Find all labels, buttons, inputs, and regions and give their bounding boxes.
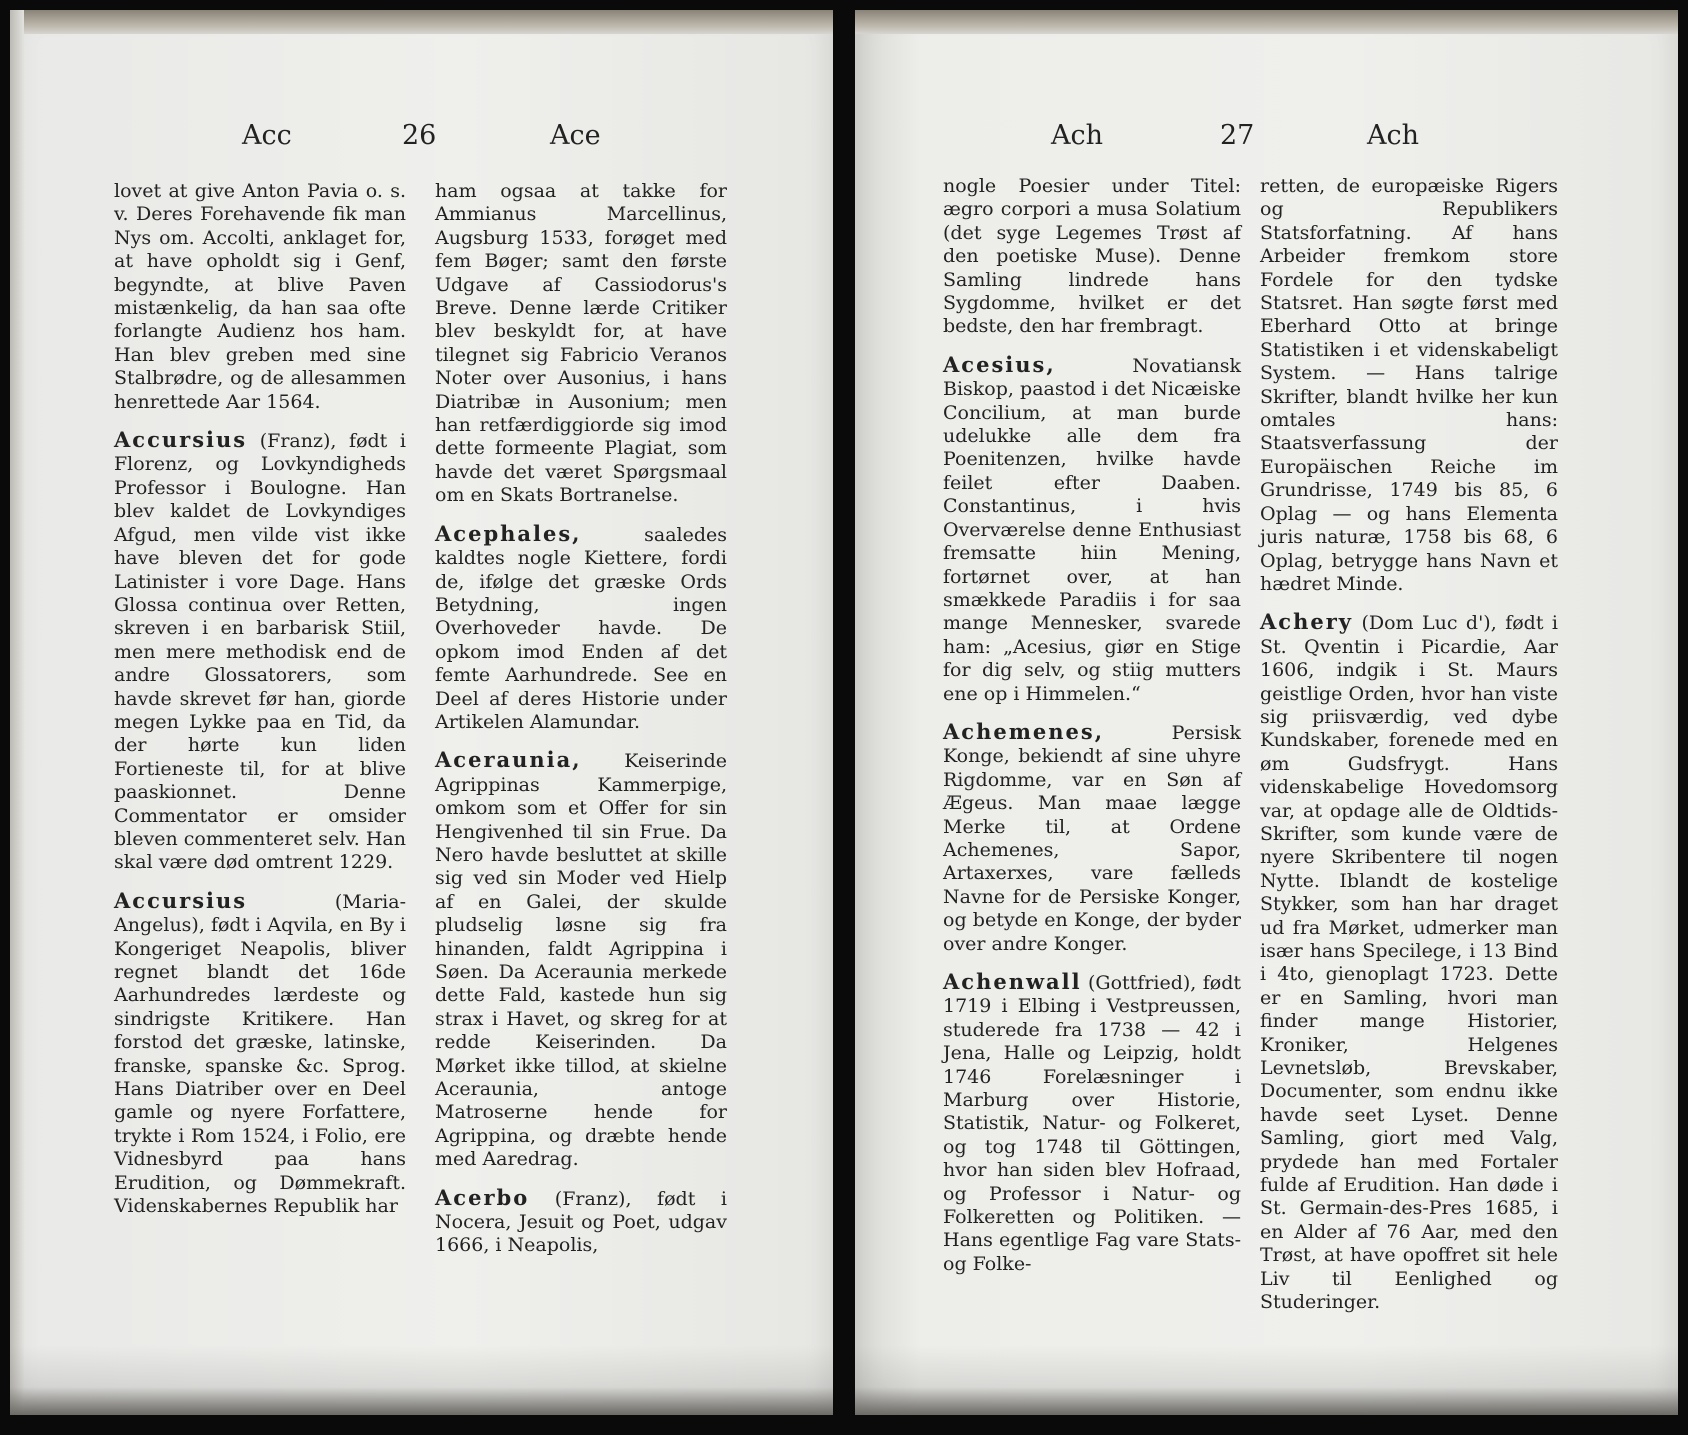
- page-bottom-edge: [10, 1345, 833, 1415]
- entry-paragraph: [435, 522, 727, 735]
- right-page: [855, 10, 1678, 1415]
- running-header-right: [855, 120, 1678, 160]
- entry-lemma: Acephales,: [435, 520, 582, 546]
- entry-paragraph: [943, 970, 1241, 1276]
- entry-lemma: Achemenes,: [943, 718, 1105, 744]
- entry-paragraph: [1260, 175, 1558, 596]
- entry-text: (Franz), født i Nocera, Jesuit og Poet, udgav 1666, i Neapolis,: [435, 1187, 727, 1257]
- entry-lemma: Achenwall: [943, 969, 1082, 994]
- header-guide-word-left: Ach: [1051, 120, 1104, 151]
- entry-text: Keiserinde Agrippinas Kammerpige, omkom som et Offer for sin Hengivenhed til sin Frue. Da Nero havde besluttet at skille sig ved sin Moder ved Hielp af en Galei, der skulde pludselig løsne sig fra hinanden, faldt Agrippina i Søen. Da Aceraunia merkede dette Fald, kastede hun sig strax i Havet, og skreg for at redde Keiserinden. Da Mørket ikke tillod, at skielne Aceraunia, antoge Matroserne hende for Agrippina, og dræbte hende med Aaredrag.: [435, 750, 727, 1171]
- entry-lemma: Achery: [1260, 609, 1353, 635]
- entry-paragraph: [114, 889, 406, 1219]
- entry-text: (Franz), født i Florenz, og Lovkyndigheds Professor i Boulogne. Han blev kaldet de Lovkyndiges Afgud, men vilde vist ikke have bleven det for gode Latinister i vore Dage. Hans Glossa continua over Retten, skreven i en barbarisk Stiil, men mere methodisk end de andre Glossatorers, som havde skrevet før han, giorde megen Lykke paa en Tid, da der hørte kun liden Fortieneste til, for at blive paaskionnet. Denne Commentator er omsider bleven commenteret selv. Han skal være død omtrent 1229.: [114, 430, 406, 874]
- header-guide-word-right: Ace: [550, 120, 601, 151]
- page-number: 27: [1220, 120, 1255, 151]
- right-page-column-2: [1260, 175, 1558, 1315]
- header-guide-word-left: Acc: [242, 120, 292, 151]
- right-page-column-1: [943, 175, 1241, 1276]
- entry-paragraph: [435, 1186, 727, 1258]
- entry-paragraph: [114, 180, 406, 414]
- entry-lemma: Acesius,: [943, 351, 1056, 377]
- left-page-column-2: [435, 180, 727, 1258]
- header-guide-word-right: Ach: [1367, 120, 1420, 151]
- entry-text: ham ogsaa at takke for Ammianus Marcellinus, Augsburg 1533, forøget med fem Bøger; samt den første Udgave af Cassiodorus's Breve. Denne lærde Critiker blev beskyldt for, at have tilegnet sig Fabricio Veranos Noter over Ausonius, i hans Diatribæ in Ausonium; men han retfærdiggiorde sig imod dette formeente Plagiat, som havde det været Spørgsmaal om en Skats Bortranelse.: [435, 180, 727, 507]
- page-left-edge: [10, 10, 24, 1415]
- entry-text: saaledes kaldtes nogle Kiettere, fordi de, ifølge det græske Ords Betydning, ingen Overhoveder havde. De opkom imod Enden af det femte Aarhundrede. See en Deel af deres Historie under Artikelen Alamundar.: [435, 523, 727, 733]
- entry-lemma: Accursius: [114, 427, 248, 453]
- page-top-edge: [855, 10, 1678, 34]
- page-top-edge: [10, 10, 833, 34]
- entry-paragraph: [1260, 610, 1558, 1314]
- entry-paragraph: [435, 748, 727, 1171]
- running-header-left: [10, 120, 833, 160]
- entry-paragraph: [943, 175, 1241, 339]
- entry-paragraph: [114, 428, 406, 875]
- entry-paragraph: [435, 180, 727, 508]
- entry-text: Novatiansk Biskop, paastod i det Nicæiske Concilium, at man burde udelukke alle dem fra Poenitenzen, hvilke havde feilet efter Daaben. Constantinus, i hvis Overværelse denne Enthusiast fremsatte hiin Mening, fortørnet over, at han smækkede Paradiis i for saa mange Mennesker, svarede ham: „Acesius, giør en Stige for dig selv, og stiig mutters ene op i Himmelen.“: [943, 354, 1241, 705]
- left-page-column-1: [114, 180, 406, 1218]
- entry-text: (Dom Luc d'), født i St. Qventin i Picardie, Aar 1606, indgik i St. Maurs geistlige Orden, hvor han viste sig priisværdig, ved dybe Kundskaber, forenede med en øm Gudsfrygt. Hans videnskabelige Hovedomsorg var, at opdage alle de Oldtids-Skrifter, som kunde være de nyere Skribentere til nogen Nytte. Iblandt de kostelige Stykker, som han har draget ud fra Mørket, udmerker man især hans Specilege, i 13 Bind i 4to, gienoplagt 1723. Dette er en Samling, hvori man finder mange Historier, Kroniker, Helgenes Levnetsløb, Brevskaber, Documenter, som endnu ikke havde seet Lyset. Denne Samling, giort med Valg, prydede han med Fortaler fulde af Erudition. Han døde i St. Germain-des-Pres 1685, i en Alder af 76 Aar, med den Trøst, at have opoffret sit hele Liv til Eenlighed og Studeringer.: [1260, 612, 1558, 1314]
- entry-lemma: Acerbo: [435, 1184, 530, 1210]
- entry-text: (Gottfried), født 1719 i Elbing i Vestpreussen, studerede fra 1738 — 42 i Jena, Halle og Leipzig, holdt 1746 Forelæsninger i Marburg over Historie, Statistik, Natur- og Folkeret, og tog 1748 til Göttingen, hvor han siden blev Hofraad, og Professor i Natur- og Folkeretten og Politiken. — Hans egentlige Fag vare Stats- og Folke-: [943, 972, 1241, 1275]
- entry-paragraph: [943, 720, 1241, 956]
- entry-text: nogle Poesier under Titel: ægro corpori a musa Solatium (det syge Legemes Trøst af den poetiske Muse). Denne Samling lindrede hans Sygdomme, hvilket er det bedste, den har frembragt.: [943, 175, 1241, 338]
- entry-text: lovet at give Anton Pavia o. s. v. Deres Forehavende fik man Nys om. Accolti, anklaget for, at have opholdt sig i Genf, begyndte, at blive Paven mistænkelig, da han saa ofte forlangte Audienz hos ham. Han blev greben med sine Stalbrødre, og de allesammen henrettede Aar 1564.: [114, 180, 406, 413]
- entry-text: (Maria-Angelus), født i Aqvila, en By i Kongeriget Neapolis, bliver regnet blandt det 16de Aarhundredes lærdeste og sindrigste Kritikere. Han forstod det græske, latinske, franske, spanske &c. Sprog. Hans Diatriber over en Deel gamle og nyere Forfattere, trykte i Rom 1524, i Folio, ere Vidnesbyrd paa hans Erudition, og Dømmekraft. Videnskabernes Republik har: [114, 890, 406, 1218]
- left-page: [10, 10, 833, 1415]
- page-bottom-edge: [855, 1345, 1678, 1415]
- page-number: 26: [402, 120, 437, 151]
- entry-paragraph: [943, 353, 1241, 706]
- entry-text: Persisk Konge, bekiendt af sine uhyre Rigdomme, var en Søn af Ægeus. Man maae lægge Merke til, at Ordene Achemenes, Sapor, Artaxerxes, vare fælleds Navne for de Persiske Konger, og betyde en Konge, der byder over andre Konger.: [943, 721, 1241, 955]
- entry-lemma: Accursius: [114, 887, 248, 913]
- entry-lemma: Aceraunia,: [435, 747, 582, 773]
- entry-text: retten, de europæiske Rigers og Republikers Statsforfatning. Af hans Arbeider fremkom store Fordele for den tydske Statsret. Han søgte først med Eberhard Otto at bringe Statistiken i et videnskabeligt System. — Hans talrige Skrifter, blandt hvilke her kun omtales hans: Staatsverfassung der Europäischen Reiche im Grundrisse, 1749 bis 85, 6 Oplag — og hans Elementa juris naturæ, 1758 bis 68, 6 Oplag, betrygge hans Navn et hædret Minde.: [1260, 175, 1558, 595]
